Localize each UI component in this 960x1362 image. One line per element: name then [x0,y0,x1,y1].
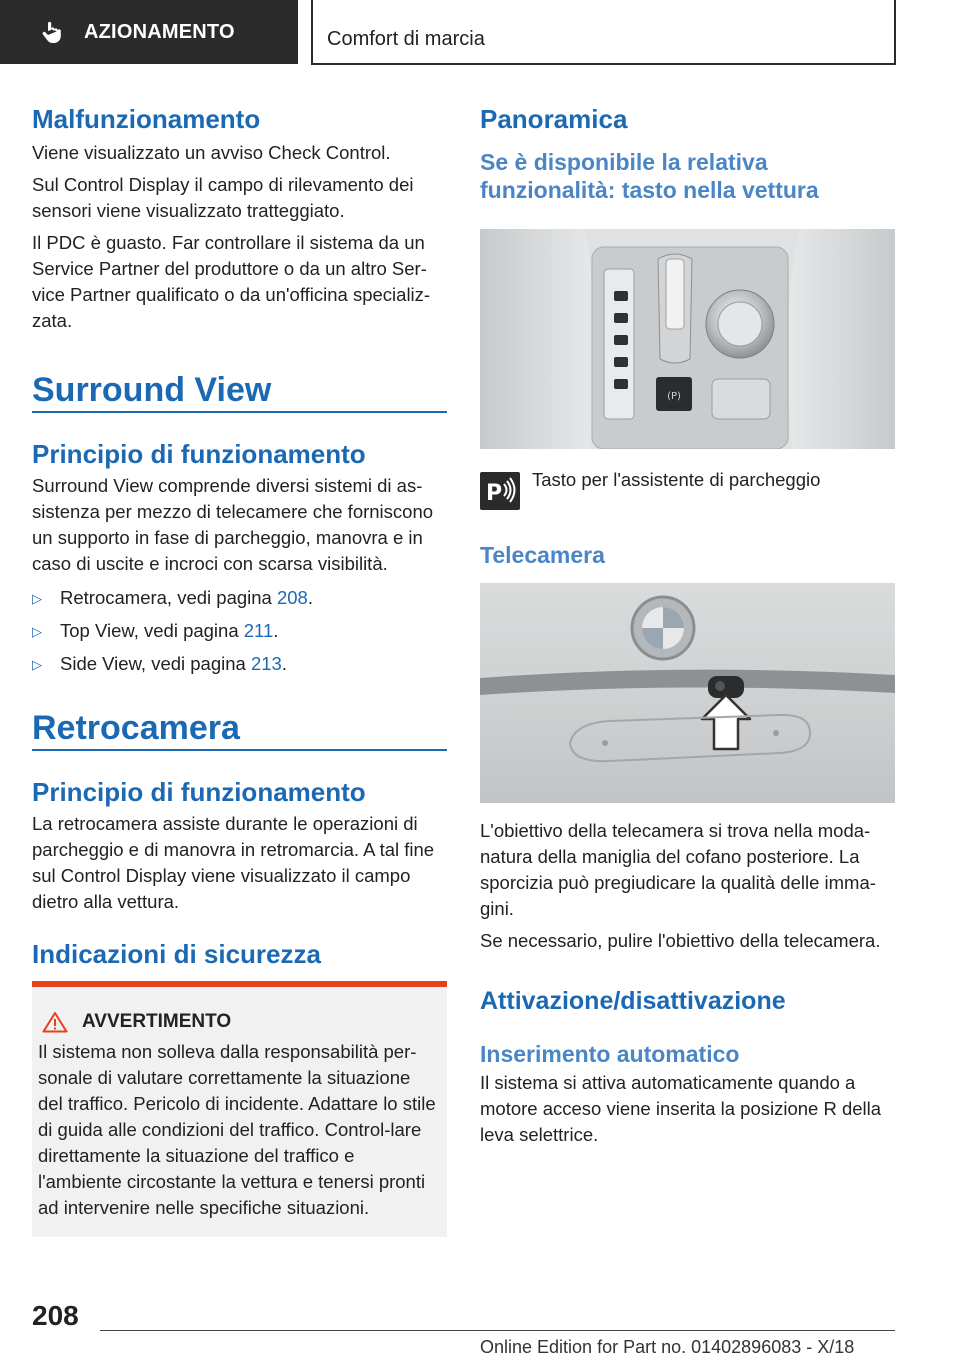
overview-section [480,104,895,204]
overview-subheading: Se è disponibile la relativa funzionalità: tasto nella vettura [480,149,819,203]
center-console-photo [480,229,895,449]
parking-assistant-button-icon [480,472,520,510]
safety-heading: Indicazioni di sicurezza [32,939,321,969]
activation-heading: Attivazione/disattivazione [480,987,786,1015]
malfunction-text-2: Sul Control Display il campo di rilevamento dei sensori viene visualizzato tratteggiato. [32,174,414,221]
overview-heading: Panoramica [480,104,628,134]
rear-camera-principle-heading: Principio di funzionamento [32,777,366,807]
surround-view-principle-heading: Principio di funzionamento [32,439,366,469]
page-link[interactable]: 213 [250,653,282,674]
camera-text-2: Se necessario, pulire l'obiettivo della telecamera. [480,930,881,951]
surround-view-section [32,370,447,678]
triangle-bullet-icon: ▷ [32,624,42,639]
malfunction-text-1: Viene visualizzato un avviso Check Control. [32,142,391,163]
triangle-bullet-icon: ▷ [32,591,42,606]
chapter-label: AZIONAMENTO [84,20,235,43]
surround-view-text: Surround View comprende diversi sistemi di as-sistenza per mezzo di telecamere che forniscono un supporto in fase di parcheggio, manovra e in caso di uscite e incroci con scarsa visibilità. [32,475,434,574]
footer-rule [100,1330,895,1331]
warning-title: AVVERTIMENTO [82,1011,232,1032]
svg-text:P: P [486,481,503,506]
svg-text:(P): (P) [667,391,681,402]
warning-triangle-icon [42,1011,68,1033]
page-number: 208 [32,1300,79,1331]
rear-camera-heading: Retrocamera [32,709,240,747]
camera-section [480,540,895,570]
warning-box [32,981,447,1237]
triangle-bullet-icon: ▷ [32,657,42,672]
page-link[interactable]: 211 [243,620,274,641]
rear-camera-text: La retrocamera assiste durante le operazioni di parcheggio e di manovra in retromarcia. A tal fine sul Control Display viene visualizzato il campo dietro alla vettura. [32,813,435,912]
button-caption: Tasto per l'assistente di parcheggio [532,469,821,490]
list-item: ▷ Top View, vedi pagina 211. [32,618,447,645]
edition-note: Online Edition for Part no. 01402896083 - X/18 [480,1337,855,1357]
hand-pointer-icon [40,20,64,44]
surround-view-heading: Surround View [32,371,272,409]
malfunction-section [32,104,447,334]
heading-rule [32,749,447,751]
camera-text-block [480,818,895,1148]
list-item: ▷ Side View, vedi pagina 213. [32,651,447,678]
warning-text: Il sistema non solleva dalla responsabilità per-sonale di valutare correttamente la situazione del traffico. Pericolo di incidente. Adattare lo stile di guida alle condizioni del traffico. Control-lare direttamente la situazione del traffico e l'ambiente circostante la vettura e tenersi pronti ad intervenire nelle specifiche situazioni. [38,1041,436,1218]
camera-heading: Telecamera [480,542,605,568]
camera-text-1: L'obiettivo della telecamera si trova nella moda-natura della maniglia del cofano posteriore. La sporcizia può pregiudicare la qualità delle imma-gini. [480,820,876,919]
malfunction-text-3: Il PDC è guasto. Far controllare il sistema da un Service Partner del produttore o da un altro Ser-vice Partner qualificato o da un'officina specializ-zata. [32,232,431,331]
section-header [311,0,896,65]
page-link[interactable]: 208 [276,587,308,608]
malfunction-heading: Malfunzionamento [32,104,261,134]
warning-title-row [42,1011,437,1033]
rear-camera-section [32,708,447,969]
section-title: Comfort di marcia [327,28,485,50]
camera-location-photo [480,583,895,803]
auto-activation-text: Il sistema si attiva automaticamente quando a motore acceso viene inserita la posizione R della leva selettrice. [480,1072,882,1145]
auto-activation-heading: Inserimento automatico [480,1041,740,1067]
list-item: ▷ Retrocamera, vedi pagina 208. [32,585,447,612]
chapter-tab [0,0,298,64]
heading-rule [32,411,447,413]
